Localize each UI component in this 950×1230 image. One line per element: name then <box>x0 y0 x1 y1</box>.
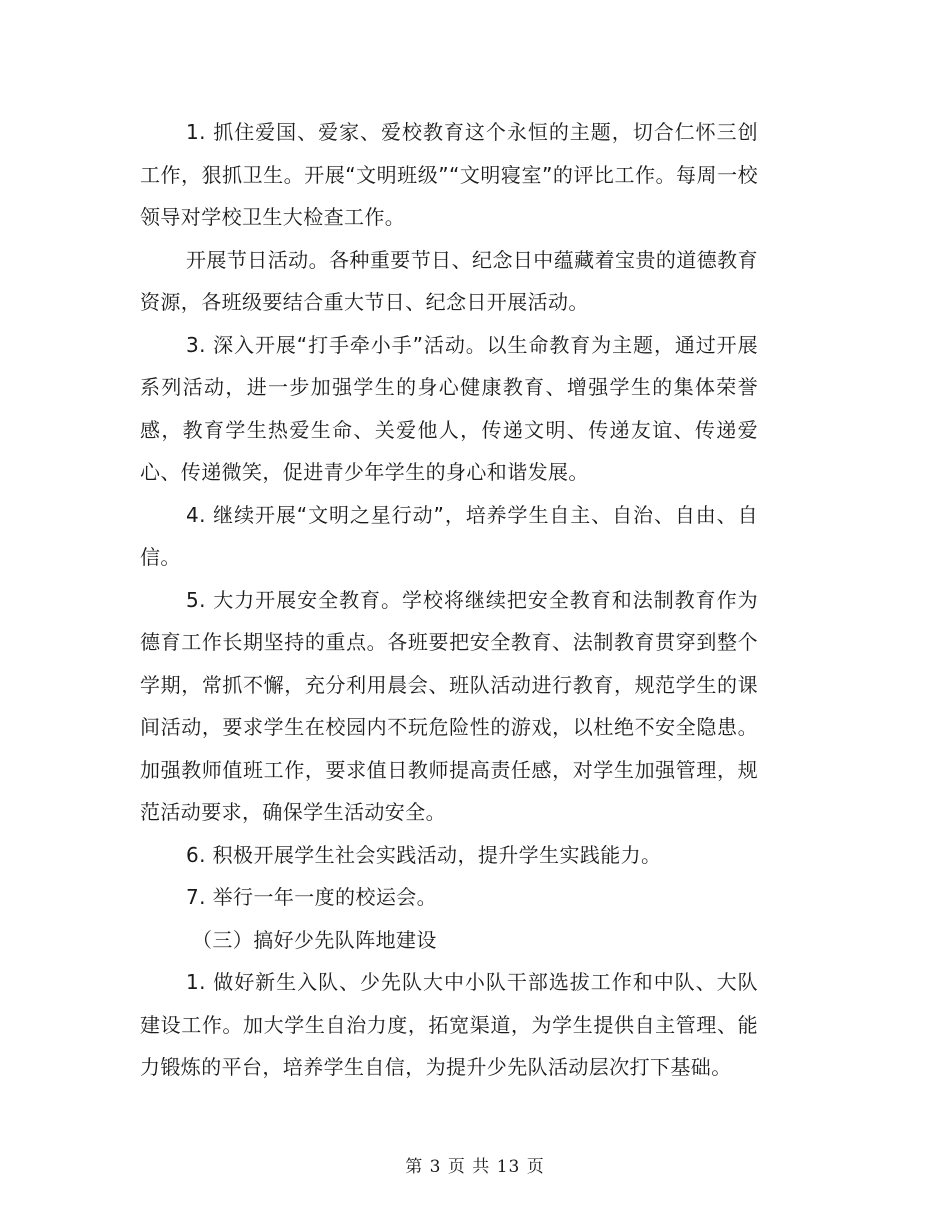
paragraph-pioneer-selection: 1. 做好新生入队、少先队大中小队干部选拔工作和中队、大队建设工作。加大学生自治力度，拓宽渠道，为学生提供自主管理、能力锻炼的平台，培养学生自信，为提升少先队活动层次打下基础。 <box>140 970 758 1079</box>
paragraph-sports-meet: 7. 举行一年一度的校运会。 <box>186 885 438 909</box>
document-body <box>140 111 758 1089</box>
paragraph-festival-activities: 开展节日活动。各种重要节日、纪念日中蕴藏着宝贵的道德教育资源，各班级要结合重大节日、纪念日开展活动。 <box>140 247 758 314</box>
section-heading-young-pioneers: （三）搞好少先队阵地建设 <box>192 927 437 952</box>
paragraph-safety-education: 5. 大力开展安全教育。学校将继续把安全教育和法制教育作为德育工作长期坚持的重点。各班要把安全教育、法制教育贯穿到整个学期，常抓不懈，充分利用晨会、班队活动进行教育，规范学生的课间活动，要求学生在校园内不玩危险性的游戏，以杜绝不安全隐患。加强教师值班工作，要求值日教师提高责任感，对学生加强管理，规范活动要求，确保学生活动安全。 <box>140 587 758 824</box>
paragraph-hygiene: 1. 抓住爱国、爱家、爱校教育这个永恒的主题，切合仁怀三创工作，狠抓卫生。开展“文明班级”“文明寝室”的评比工作。每周一校领导对学校卫生大检查工作。 <box>140 120 758 229</box>
paragraph-hand-in-hand: 3. 深入开展“打手牵小手”活动。以生命教育为主题，通过开展系列活动，进一步加强学生的身心健康教育、增强学生的集体荣誉感，教育学生热爱生命、关爱他人，传递文明、传递友谊、传递爱心、传递微笑，促进青少年学生的身心和谐发展。 <box>140 332 758 484</box>
page-footer: 第 3 页 共 13 页 <box>405 1157 545 1177</box>
paragraph-civilization-star: 4. 继续开展“文明之星行动”，培养学生自主、自治、自由、自信。 <box>140 502 758 569</box>
paragraph-social-practice: 6. 积极开展学生社会实践活动，提升学生实践能力。 <box>186 842 662 867</box>
